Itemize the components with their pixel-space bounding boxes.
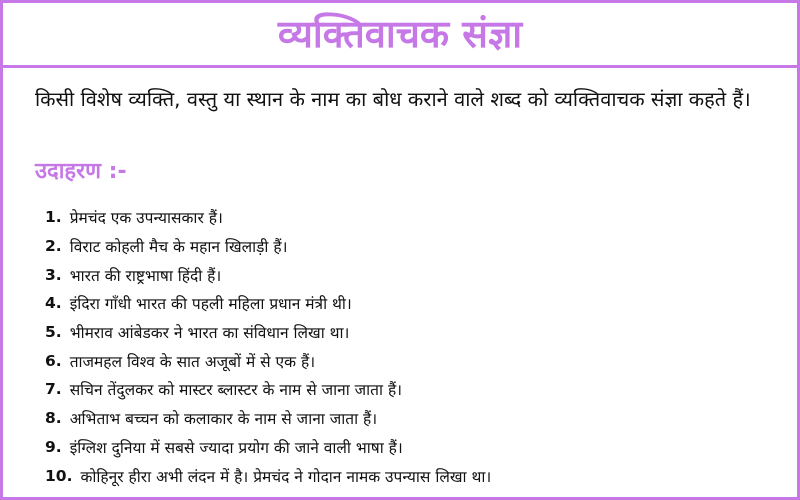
list-item-number: 6. (45, 351, 62, 370)
list-item-text: कोहिनूर हीरा अभी लंदन में है। प्रेमचंद ने गोदान नामक उपन्यास लिखा था। (80, 467, 492, 486)
list-item (45, 461, 785, 490)
definition-text: किसी विशेष व्यक्ति, वस्तु या स्थान के नाम का बोध कराने वाले शब्द को व्यक्तिवाचक संज्ञा कहते हैं। (35, 87, 751, 111)
list-item (45, 433, 785, 462)
list-item (45, 260, 785, 289)
list-item-number: 1. (45, 208, 62, 227)
list-item-text: ताजमहल विश्व के सात अजूबों में से एक हैं। (69, 352, 316, 371)
page-title: व्यक्तिवाचक संज्ञा (277, 12, 523, 56)
list-item-number: 10. (45, 466, 73, 485)
list-item-text: अभिताभ बच्चन को कलाकार के नाम से जाना जाता हैं। (69, 410, 378, 429)
list-item (45, 375, 785, 404)
list-item-text: प्रेमचंद एक उपन्यासकार हैं। (69, 209, 223, 228)
list-item-number: 7. (45, 380, 62, 399)
list-item-text: भारत की राष्ट्रभाषा हिंदी हैं। (69, 266, 222, 285)
examples-heading: उदाहरण :- (35, 159, 127, 184)
list-item (45, 203, 785, 232)
list-item-text: सचिन तेंदुलकर को मास्टर ब्लास्टर के नाम से जाना जाता हैं। (69, 381, 403, 400)
list-item-number: 5. (45, 323, 62, 342)
title-banner (3, 3, 797, 68)
list-item-number: 8. (45, 409, 62, 428)
list-item-number: 3. (45, 265, 62, 284)
list-item (45, 289, 785, 318)
examples-list (45, 203, 785, 490)
list-item (45, 232, 785, 261)
list-item-text: इंग्लिश दुनिया में सबसे ज्यादा प्रयोग की जाने वाली भाषा हैं। (69, 438, 403, 457)
list-item-number: 4. (45, 294, 62, 313)
list-item-text: विराट कोहली मैच के महान खिलाड़ी हैं। (69, 238, 288, 257)
list-item-text: भीमराव आंबेडकर ने भारत का संविधान लिखा था। (69, 324, 350, 343)
list-item-number: 9. (45, 437, 62, 456)
list-item-text: इंदिरा गाँधी भारत की पहली महिला प्रधान मंत्री थी। (69, 295, 352, 314)
list-item (45, 404, 785, 433)
list-item (45, 346, 785, 375)
list-item-number: 2. (45, 237, 62, 256)
list-item (45, 318, 785, 347)
